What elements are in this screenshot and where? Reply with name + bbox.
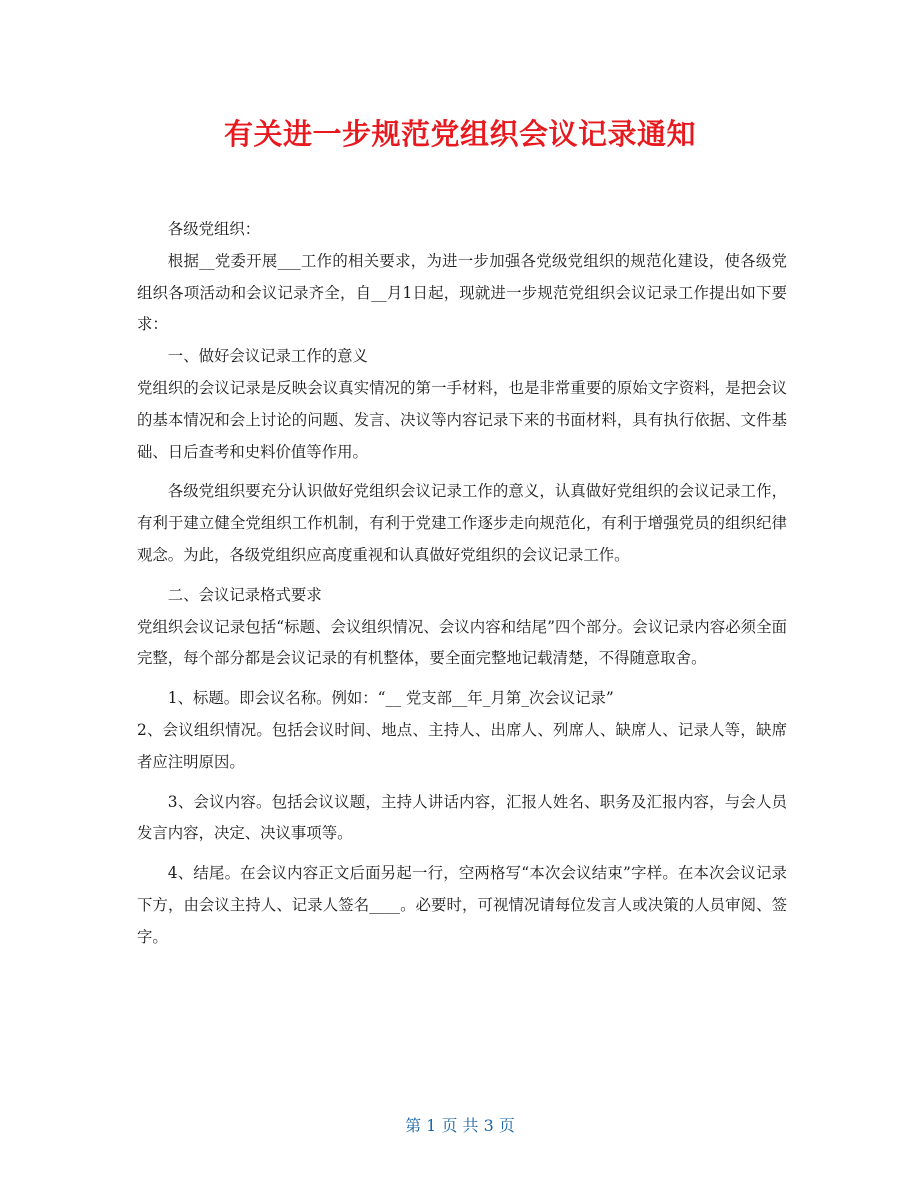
paragraph-intro: 根据__党委开展___工作的相关要求，为进一步加强各党级党组织的规范化建设，使各级党组织各项活动和会议记录齐全，自__月1日起，现就进一步规范党组织会议记录工作提出如下要求： bbox=[137, 251, 787, 334]
document-body bbox=[137, 214, 787, 954]
section-heading-1: 一、做好会议记录工作的意义 bbox=[167, 347, 368, 366]
item-title: 1、标题。即会议名称。例如：“__ 党支部__年_月第_次会议记录” bbox=[167, 689, 614, 708]
page-number: 第 1 页 共 3 页 bbox=[405, 1116, 515, 1135]
item-content: 3、会议内容。包括会议议题，主持人讲话内容，汇报人姓名、职务及汇报内容，与会人员发言内容，决定、决议事项等。 bbox=[137, 792, 787, 843]
item-ending: 4、结尾。在会议内容正文后面另起一行，空两格写“本次会议结束”字样。在本次会议记录下方，由会议主持人、记录人签名____。必要时，可视情况请每位发言人或决策的人员审阅、签字。 bbox=[137, 864, 787, 946]
paragraph-awareness: 各级党组织要充分认识做好党组织会议记录工作的意义，认真做好党组织的会议记录工作，有利于建立健全党组织工作机制，有利于党建工作逐步走向规范化，有利于增强党员的组织纪律观念。为此，各级党组织应高度重视和认真做好党组织的会议记录工作。 bbox=[137, 482, 787, 564]
salutation: 各级党组织： bbox=[167, 220, 261, 238]
paragraph-significance: 党组织的会议记录是反映会议真实情况的第一手材料，也是非常重要的原始文字资料，是把会议的基本情况和会上讨论的问题、发言、决议等内容记录下来的书面材料，具有执行依据、文件基础、日后查考和史料价值等作用。 bbox=[137, 378, 787, 461]
paragraph-format: 党组织会议记录包括“标题、会议组织情况、会议内容和结尾”四个部分。会议记录内容必须全面完整，每个部分都是会议记录的有机整体，要全面完整地记载清楚，不得随意取舍。 bbox=[137, 617, 787, 668]
document-title: 有关进一步规范党组织会议记录通知 bbox=[223, 117, 696, 151]
section-heading-2: 二、会议记录格式要求 bbox=[167, 585, 322, 604]
item-organization: 2、会议组织情况。包括会议时间、地点、主持人、出席人、列席人、缺席人、记录人等，缺席者应注明原因。 bbox=[137, 720, 787, 771]
